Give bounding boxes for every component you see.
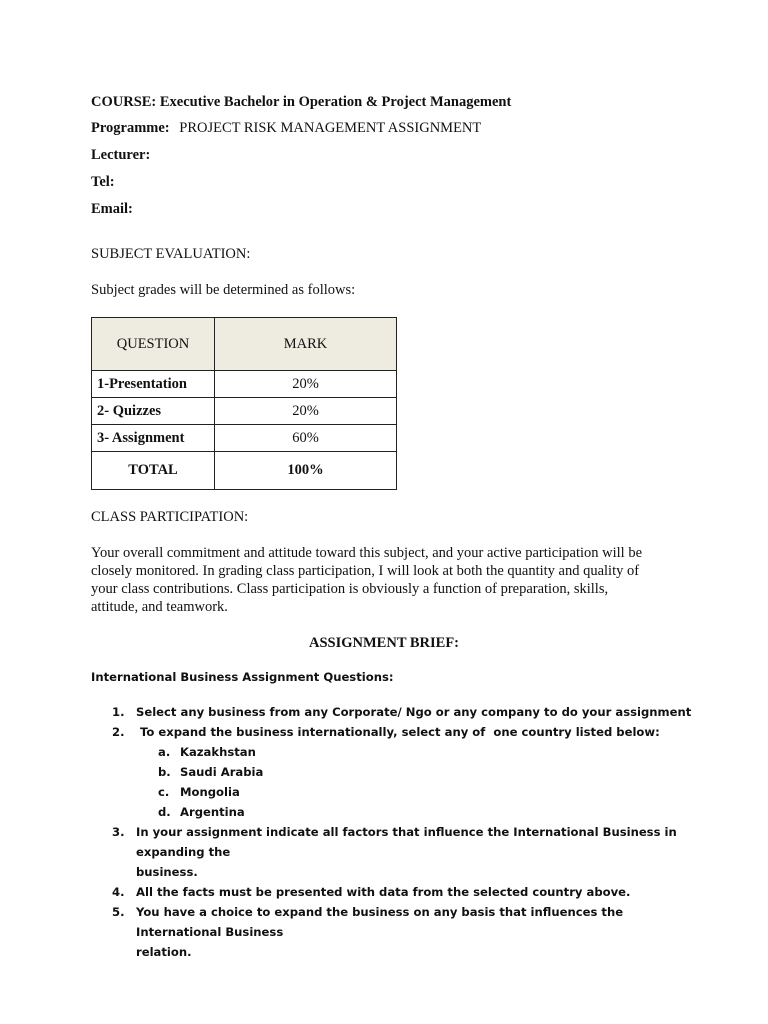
class-participation-heading: CLASS PARTICIPATION:: [91, 509, 249, 525]
table-header-row: [92, 318, 397, 371]
list-item-text: In your assignment indicate all factors that influence the International Business in expanding the: [136, 825, 677, 859]
assignment-brief-heading: ASSIGNMENT BRIEF:: [309, 635, 459, 651]
paragraph-line: your class contributions. Class participation is obviously a function of preparation, skills,: [91, 581, 609, 597]
country-item: [158, 762, 692, 782]
country-item-name: Kazakhstan: [180, 745, 256, 759]
table-cell-question: 3- Assignment: [92, 425, 215, 452]
list-item-number: 1.: [112, 705, 125, 719]
paragraph-line: closely monitored. In grading class participation, I will look at both the quantity and quality of: [91, 563, 640, 579]
assignment-question-list: [112, 702, 692, 962]
country-item-letter: b.: [158, 765, 171, 779]
list-item-text-continued: business.: [136, 865, 198, 879]
tel-label: Tel:: [91, 174, 115, 190]
country-item-name: Saudi Arabia: [180, 765, 264, 779]
paragraph-line: attitude, and teamwork.: [91, 599, 228, 615]
country-item: [158, 802, 692, 822]
table-row: [92, 425, 397, 452]
list-item: [112, 702, 692, 722]
list-item-text: You have a choice to expand the business on any basis that influences the International Business: [136, 905, 624, 939]
table-row: [92, 371, 397, 398]
course-line: [91, 94, 511, 111]
participation-paragraph: [91, 544, 642, 616]
table-row: [92, 398, 397, 425]
list-item-text: Select any business from any Corporate/ Ngo or any company to do your assignment: [136, 705, 692, 719]
table-total-label: TOTAL: [92, 452, 215, 490]
list-item: [112, 902, 692, 962]
list-item-text: All the facts must be presented with data from the selected country above.: [136, 885, 631, 899]
table-cell-question: 2- Quizzes: [92, 398, 215, 425]
lecturer-label: Lecturer:: [91, 147, 151, 163]
country-item-name: Mongolia: [180, 785, 240, 799]
list-item-number: 3.: [112, 825, 125, 839]
country-item-letter: a.: [158, 745, 171, 759]
table-total-mark: 100%: [215, 452, 397, 490]
list-item-number: 5.: [112, 905, 125, 919]
paragraph-line: Your overall commitment and attitude toward this subject, and your active participation will be: [91, 545, 643, 561]
country-item-letter: c.: [158, 785, 170, 799]
programme-label: Programme:: [91, 120, 170, 136]
country-item: [158, 742, 692, 762]
table-cell-question: 1-Presentation: [92, 371, 215, 398]
list-item-number: 4.: [112, 885, 125, 899]
table-cell-mark: 60%: [215, 425, 397, 452]
email-label: Email:: [91, 201, 133, 217]
country-item-name: Argentina: [180, 805, 245, 819]
country-item: [158, 782, 692, 802]
list-item: [112, 822, 692, 882]
table-header-mark: MARK: [215, 318, 397, 371]
assignment-subheading: International Business Assignment Questions:: [91, 670, 394, 684]
list-item: [112, 882, 692, 902]
programme-value: PROJECT RISK MANAGEMENT ASSIGNMENT: [179, 120, 482, 136]
country-item-letter: d.: [158, 805, 171, 819]
list-item-number: 2.: [112, 725, 125, 739]
table-cell-mark: 20%: [215, 371, 397, 398]
programme-line: [91, 120, 481, 137]
list-item: [112, 722, 692, 822]
country-list: [136, 742, 692, 822]
subject-evaluation-intro: Subject grades will be determined as follows:: [91, 282, 356, 298]
list-item-text-continued: relation.: [136, 945, 192, 959]
subject-evaluation-heading: SUBJECT EVALUATION:: [91, 246, 251, 262]
course-value: Executive Bachelor in Operation & Project Management: [159, 94, 512, 110]
grades-table: [91, 317, 397, 490]
table-cell-mark: 20%: [215, 398, 397, 425]
list-item-text: To expand the business internationally, select any of one country listed below:: [136, 725, 660, 739]
course-label: COURSE:: [91, 94, 157, 110]
table-header-question: QUESTION: [92, 318, 215, 371]
table-total-row: [92, 452, 397, 490]
